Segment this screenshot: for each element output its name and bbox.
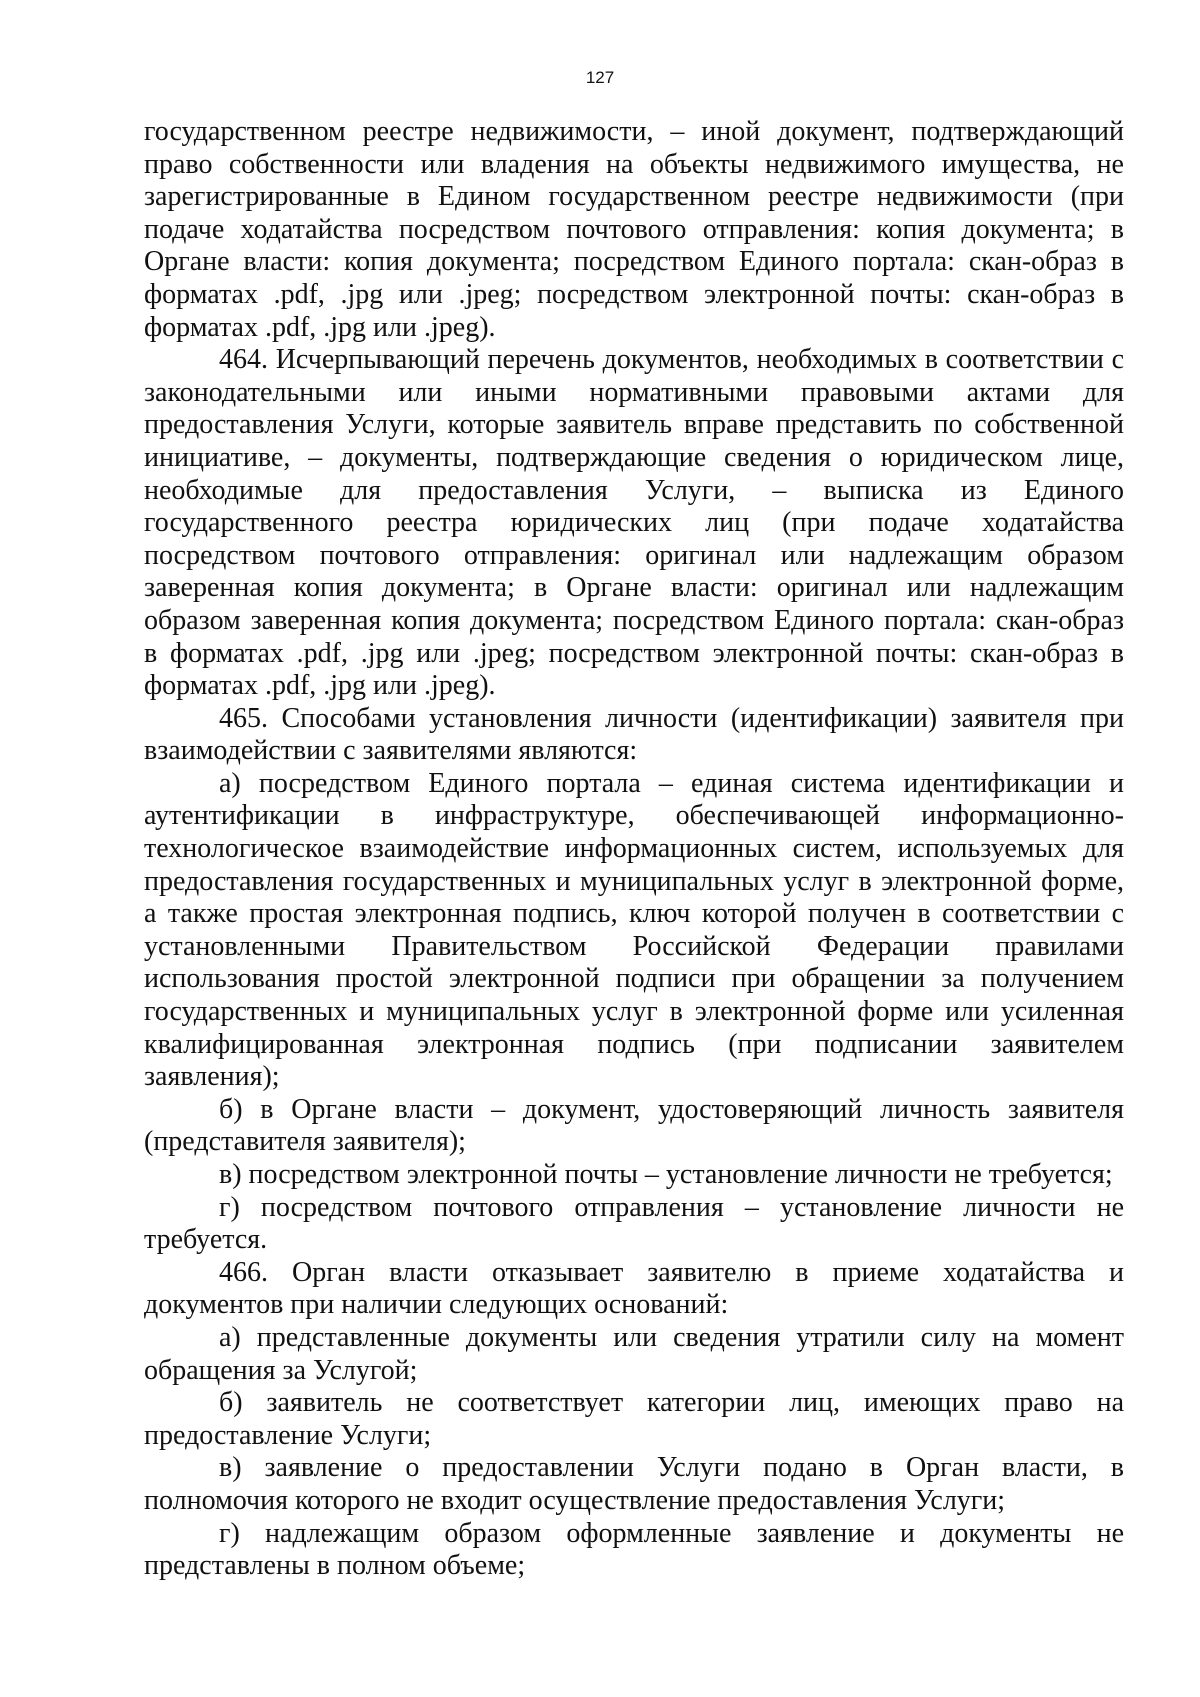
paragraph-466-g: г) надлежащим образом оформленные заявление и документы не представлены в полном объеме; bbox=[144, 1517, 1124, 1582]
page-number: 127 bbox=[585, 68, 615, 87]
document-body bbox=[144, 116, 1124, 1583]
paragraph-continuation: государственном реестре недвижимости, – иной документ, подтверждающий право собственности или владения на объекты недвижимого имущества, не зарегистрированные в Едином государственном реестре недвижимости (при подаче ходатайства посредством почтового отправления: копия документа; в Органе власти: копия документа; посредством Единого портала: скан-образ в форматах .pdf, .jpg или .jpeg; посредством электронной почты: скан-образ в форматах .pdf, .jpg или .jpeg). bbox=[144, 116, 1124, 343]
paragraph-465-b: б) в Органе власти – документ, удостоверяющий личность заявителя (представителя заявителя); bbox=[144, 1093, 1124, 1158]
paragraph-466-a: а) представленные документы или сведения утратили силу на момент обращения за Услугой; bbox=[144, 1321, 1124, 1386]
paragraph-466-v: в) заявление о предоставлении Услуги подано в Орган власти, в полномочия которого не входит осуществление предоставления Услуги; bbox=[144, 1452, 1124, 1516]
paragraph-465-g: г) посредством почтового отправления – установление личности не требуется. bbox=[144, 1191, 1124, 1256]
paragraph-466: 466. Орган власти отказывает заявителю в приеме ходатайства и документов при наличии следующих оснований: bbox=[144, 1256, 1124, 1321]
paragraph-465-a: а) посредством Единого портала – единая система идентификации и аутентификации в инфраструктуре, обеспечивающей информационно-технологическое взаимодействие информационных систем, используемых для предоставления государственных и муниципальных услуг в электронной форме, а также простая электронная подпись, ключ которой получен в соответствии с установленными Правительством Российской Федерации правилами использования простой электронной подписи при обращении за получением государственных и муниципальных услуг в электронной форме или усиленная квалифицированная электронная подпись (при подписании заявителем заявления); bbox=[144, 767, 1124, 1093]
paragraph-466-b: б) заявитель не соответствует категории лиц, имеющих право на предоставление Услуги; bbox=[144, 1387, 1124, 1451]
paragraph-465-v: в) посредством электронной почты – установление личности не требуется; bbox=[219, 1159, 1113, 1190]
paragraph-464: 464. Исчерпывающий перечень документов, необходимых в соответствии с законодательными или иными нормативными правовыми актами для предоставления Услуги, которые заявитель вправе представить по собственной инициативе, – документы, подтверждающие сведения о юридическом лице, необходимые для предоставления Услуги, – выписка из Единого государственного реестра юридических лиц (при подаче ходатайства посредством почтового отправления: оригинал или надлежащим образом заверенная копия документа; в Органе власти: оригинал или надлежащим образом заверенная копия документа; посредством Единого портала: скан-образ в форматах .pdf, .jpg или .jpeg; посредством электронной почты: скан-образ в форматах .pdf, .jpg или .jpeg). bbox=[144, 344, 1124, 702]
paragraph-465: 465. Способами установления личности (идентификации) заявителя при взаимодействии с заявителями являются: bbox=[144, 702, 1124, 767]
